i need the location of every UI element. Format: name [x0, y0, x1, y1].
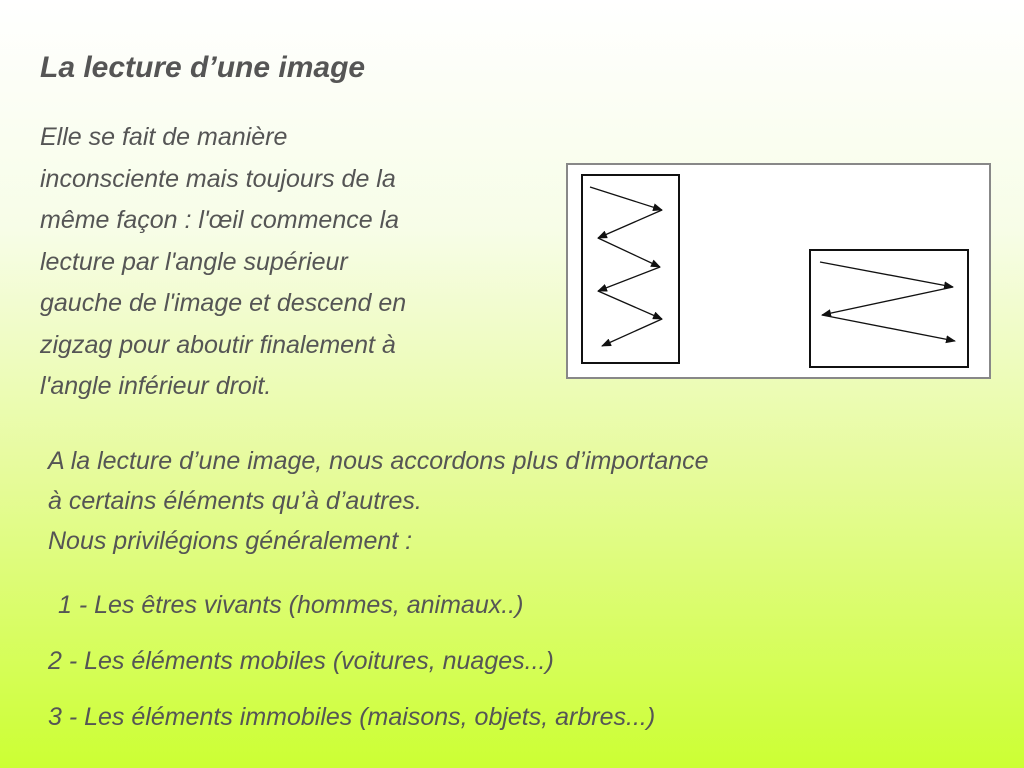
intro-paragraph [40, 117, 545, 408]
body-line: à certains éléments qu’à d’autres. [48, 487, 422, 515]
intro-line: zigzag pour aboutir finalement à [40, 330, 396, 359]
slide-title: La lecture d’une image [40, 51, 366, 84]
intro-line: inconsciente mais toujours de la [40, 164, 396, 193]
intro-line: Elle se fait de manière [40, 123, 288, 151]
reading-path-illustration [568, 165, 989, 377]
landscape-frame [810, 250, 968, 367]
intro-line: l'angle inférieur droit. [40, 372, 272, 400]
intro-line: même façon : l'œil commence la [40, 206, 400, 234]
intro-line: lecture par l'angle supérieur [40, 247, 348, 276]
list-item-living-beings: 1 - Les êtres vivants (hommes, animaux..) [58, 591, 524, 619]
intro-line: gauche de l'image et descend en [40, 289, 407, 317]
body-line: Nous privilégions généralement : [48, 527, 413, 555]
list-item-mobile-elements: 2 - Les éléments mobiles (voitures, nuages...) [48, 647, 554, 675]
body-line: A la lecture d’une image, nous accordons plus d’importance [48, 447, 709, 475]
portrait-zigzag-path [590, 187, 662, 346]
list-item-immobile-elements: 3 - Les éléments immobiles (maisons, objets, arbres...) [48, 703, 656, 731]
portrait-frame [582, 175, 679, 363]
landscape-zigzag-path [820, 262, 955, 341]
body-paragraph [48, 441, 709, 561]
reading-path-figure [566, 163, 991, 379]
